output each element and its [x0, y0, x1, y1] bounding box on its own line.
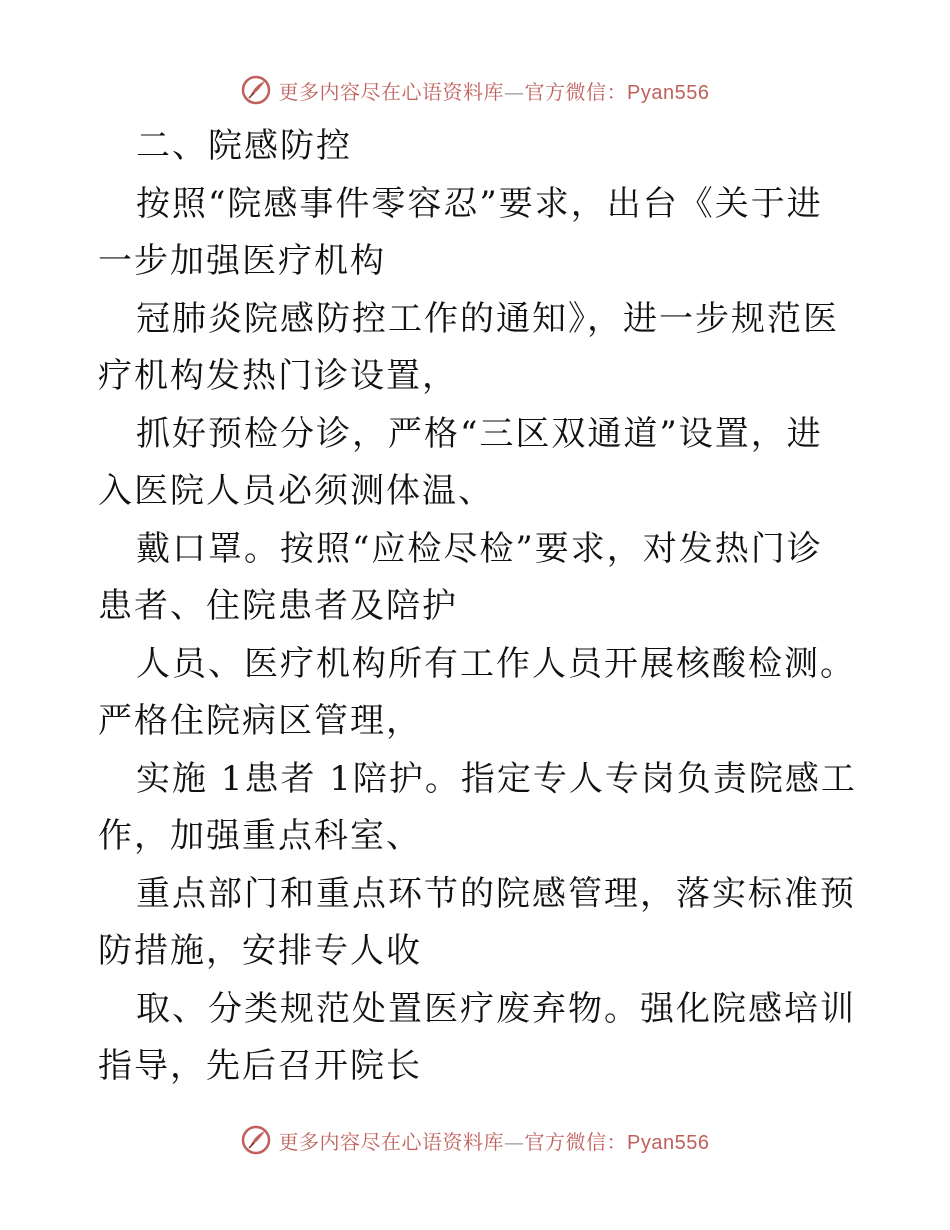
feather-pen-logo-icon [241, 75, 271, 105]
watermark-text: 更多内容尽在心语资料库—官方微信：Pyan556 [278, 1129, 710, 1154]
document-paragraph: 戴口罩。按照“应检尽检”要求，对发热门诊患者、住院患者及陪护 [98, 528, 823, 626]
watermark-text: 更多内容尽在心语资料库—官方微信：Pyan556 [278, 79, 710, 104]
document-paragraph: 人员、医疗机构所有工作人员开展核酸检测。严格住院病区管理， [98, 643, 856, 741]
document-paragraph-heading: 二、院感防控 [136, 126, 352, 166]
document-paragraph: 抓好预检分诊，严格“三区双通道”设置，进入医院人员必须测体温、 [98, 413, 823, 511]
footer-watermark [0, 1120, 950, 1160]
document-paragraph: 取、分类规范处置医疗废弃物。强化院感培训指导，先后召开院长 [98, 988, 856, 1086]
header-watermark [0, 70, 950, 110]
document-paragraph: 冠肺炎院感防控工作的通知》，进一步规范医疗机构发热门诊设置， [98, 298, 839, 396]
document-paragraph: 重点部门和重点环节的院感管理，落实标准预防措施，安排专人收 [98, 873, 856, 971]
feather-pen-logo-icon [241, 1125, 271, 1155]
document-paragraph: 实施 1患者 1陪护。指定专人专岗负责院感工作，加强重点科室、 [98, 758, 857, 856]
document-body [98, 118, 858, 1096]
document-paragraph: 按照“院感事件零容忍”要求，出台《关于进一步加强医疗机构 [98, 183, 823, 281]
